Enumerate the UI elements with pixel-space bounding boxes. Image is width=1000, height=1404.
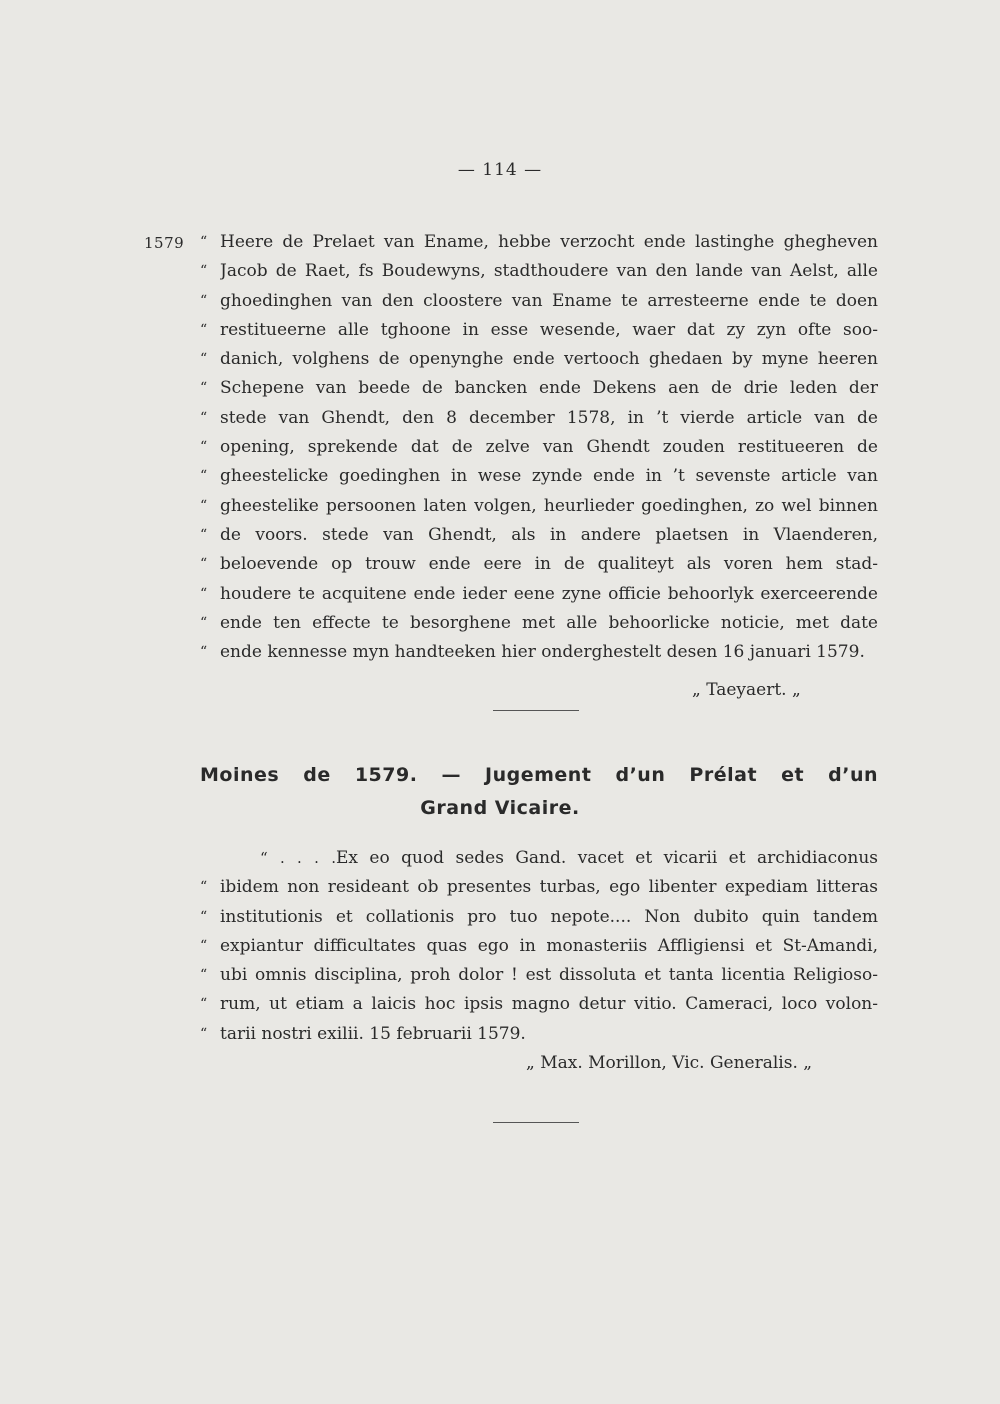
signature-taeyaert: „ Taeyaert. „ [692, 680, 801, 700]
quote-mark: “ [200, 351, 208, 368]
line-text: gheestelicke goedinghen in wese zynde ende in ’t sevenste article van [220, 466, 878, 487]
quote-mark: “ [200, 879, 208, 896]
line-text: gheestelike persoonen laten volgen, heurlieder goedinghen, zo wel binnen [220, 495, 878, 516]
line-text: restitueerne alle tghoone in esse wesende, waer dat zy zyn ofte soo- [220, 319, 878, 340]
text-line [200, 521, 878, 550]
line-text: institutionis et collationis pro tuo nepote.... Non dubito quin tandem [220, 906, 878, 927]
quote-mark: “ [200, 380, 208, 397]
quote-mark: “ [200, 292, 208, 309]
line-text: ubi omnis disciplina, proh dolor ! est dissoluta et tanta licentia Religioso- [220, 965, 878, 986]
quote-mark: “ [200, 967, 208, 984]
text-line [200, 609, 878, 638]
line-text: rum, ut etiam a laicis hoc ipsis magno detur vitio. Cameraci, loco volon- [220, 994, 878, 1015]
text-line [200, 462, 878, 491]
margin-year: 1579 [144, 234, 185, 252]
text-line [200, 873, 878, 902]
text-line [200, 932, 878, 961]
line-text: ende kennesse myn handteeken hier onderghestelt desen 16 januari 1579. [220, 642, 865, 663]
text-line [200, 433, 878, 462]
text-line [200, 287, 878, 316]
text-line [200, 257, 878, 286]
quote-mark: “ . . . . [260, 849, 336, 867]
signature-morillon: „ Max. Morillon, Vic. Generalis. „ [526, 1053, 813, 1073]
section-heading-continued: Grand Vicaire. [420, 797, 580, 819]
quote-mark: “ [200, 263, 208, 280]
text-line [200, 638, 878, 667]
quote-mark: “ [200, 585, 208, 602]
quote-mark: “ [200, 937, 208, 954]
quote-mark: “ [200, 526, 208, 543]
line-text: opening, sprekende dat de zelve van Ghendt zouden restitueeren de [220, 437, 878, 458]
text-line [200, 961, 878, 990]
quote-mark: “ [200, 1025, 208, 1042]
line-text: ibidem non resideant ob presentes turbas, ego libenter expediam litteras [220, 877, 878, 898]
line-text: expiantur difficultates quas ego in monasteriis Affligiensi et St-Amandi, [220, 935, 878, 956]
line-text: stede van Ghendt, den 8 december 1578, in ’t vierde article van de [220, 407, 878, 428]
letter-taeyaert [200, 228, 878, 667]
letter-morillon [200, 844, 878, 1049]
line-text: Jacob de Raet, fs Boudewyns, stadthoudere van den lande van Aelst, alle [220, 261, 878, 282]
text-line [200, 990, 878, 1019]
text-line [200, 316, 878, 345]
line-text: Schepene van beede de bancken ende Dekens aen de drie leden der [220, 378, 878, 399]
quote-mark: “ [200, 556, 208, 573]
line-text: tarii nostri exilii. 15 februarii 1579. [220, 1023, 526, 1044]
quote-mark: “ [200, 644, 208, 661]
quote-mark: “ [200, 497, 208, 514]
text-line [200, 374, 878, 403]
section-heading: Moines de 1579. — Jugement d’un Prélat et d’un [200, 764, 878, 786]
line-text: Ex eo quod sedes Gand. vacet et vicarii et archidiaconus [336, 848, 878, 868]
quote-mark: “ [200, 614, 208, 631]
line-text: ghoedinghen van den cloostere van Ename te arresteerne ende te doen [220, 290, 878, 311]
line-text: houdere te acquitene ende ieder eene zyne officie behoorlyk exerceerende [220, 583, 878, 604]
quote-mark: “ [200, 409, 208, 426]
text-line [200, 903, 878, 932]
line-text: ende ten effecte te besorghene met alle behoorlicke noticie, met date [220, 612, 878, 633]
quote-mark: “ [200, 321, 208, 338]
end-divider [493, 1122, 579, 1123]
text-line [200, 580, 878, 609]
line-text: beloevende op trouw ende eere in de qualiteyt als voren hem stad- [220, 554, 878, 575]
line-text: de voors. stede van Ghendt, als in andere plaetsen in Vlaenderen, [220, 524, 878, 545]
page-number: — 114 — [457, 160, 543, 180]
section-divider [493, 710, 579, 711]
text-line [200, 1020, 878, 1049]
quote-mark: “ [200, 234, 208, 250]
text-line [200, 345, 878, 374]
line-text: Heere de Prelaet van Ename, hebbe verzocht ende lastinghe ghegheven [220, 232, 878, 252]
text-line [200, 550, 878, 579]
quote-mark: “ [200, 439, 208, 456]
text-line [200, 228, 878, 257]
text-line [200, 492, 878, 521]
quote-mark: “ [200, 996, 208, 1013]
line-text: danich, volghens de openynghe ende vertooch ghedaen by myne heeren [220, 349, 878, 370]
text-line [200, 844, 878, 873]
text-line [200, 404, 878, 433]
quote-mark: “ [200, 908, 208, 925]
quote-mark: “ [200, 468, 208, 485]
